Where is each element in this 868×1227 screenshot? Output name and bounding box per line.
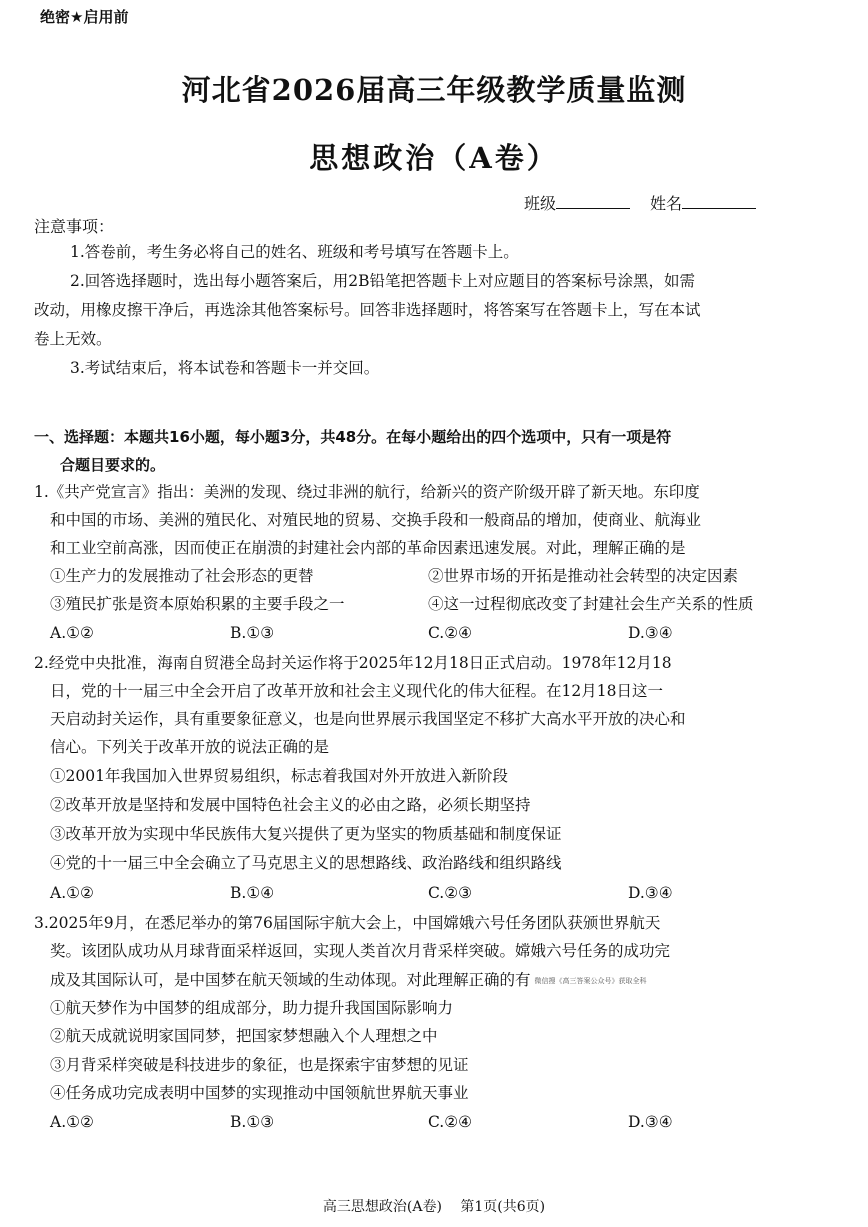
exam-title: 河北省2026届高三年级教学质量监测 (181, 73, 687, 107)
note-2-line-3: 卷上无效。 (34, 330, 112, 348)
q1-stem-line-3: 和工业空前高涨，因而使正在崩溃的封建社会内部的革命因素迅速发展。对此，理解正确的是 (50, 539, 686, 557)
q3-option-d[interactable]: D.③④ (628, 1113, 673, 1131)
q1-option-a[interactable]: A.①② (50, 624, 94, 642)
note-1: 1.答卷前，考生务必将自己的姓名、班级和考号填写在答题卡上。 (70, 243, 519, 261)
class-label: 班级 (524, 194, 557, 213)
q3-stem-line-3 (50, 966, 647, 996)
q1-option-c[interactable]: C.②④ (428, 624, 473, 642)
confidential-mark: 绝密★启用前 (40, 8, 129, 26)
q3-stem-line-3-text: 成及其国际认可，是中国梦在航天领域的生动体现。对此理解正确的有 (50, 971, 531, 989)
note-2-line-1: 2.回答选择题时，选出每小题答案后，用2B铅笔把答题卡上对应题目的答案标号涂黑，如需 (70, 272, 696, 290)
q1-option-d[interactable]: D.③④ (628, 624, 673, 642)
name-label: 姓名 (650, 194, 683, 213)
q2-statement-4: ④党的十一届三中全会确立了马克思主义的思想路线、政治路线和组织路线 (50, 854, 562, 872)
q3-statement-3: ③月背采样突破是科技进步的象征，也是探索宇宙梦想的见证 (50, 1056, 469, 1074)
q2-statement-3: ③改革开放为实现中华民族伟大复兴提供了更为坚实的物质基础和制度保证 (50, 825, 562, 843)
q1-stem-line-2: 和中国的市场、美洲的殖民化、对殖民地的贸易、交换手段和一般商品的增加，使商业、航海业 (50, 511, 702, 529)
q3-statement-2: ②航天成就说明家国同梦，把国家梦想融入个人理想之中 (50, 1027, 438, 1045)
q2-option-b[interactable]: B.①④ (230, 884, 275, 902)
q1-statement-2: ②世界市场的开拓是推动社会转型的决定因素 (428, 567, 739, 585)
q2-stem-line-1: 2.经党中央批准，海南自贸港全岛封关运作将于2025年12月18日正式启动。1978年12月18 (34, 654, 672, 672)
q3-statement-4: ④任务成功完成表明中国梦的实现推动中国领航世界航天事业 (50, 1084, 469, 1102)
class-blank (556, 194, 630, 209)
q3-option-c[interactable]: C.②④ (428, 1113, 473, 1131)
section-heading-line-1: 一、选择题：本题共16小题，每小题3分，共48分。在每小题给出的四个选项中，只有一项是符 (34, 428, 672, 446)
note-2-line-2: 改动，用橡皮擦干净后，再选涂其他答案标号。回答非选择题时，将答案写在答题卡上，写在本试 (34, 301, 701, 319)
exam-subject: 思想政治（A卷） (309, 141, 559, 175)
q2-statement-1: ①2001年我国加入世界贸易组织，标志着我国对外开放进入新阶段 (50, 767, 508, 785)
page-footer: 高三思想政治(A卷) 第1页(共6页) (322, 1199, 546, 1215)
q2-stem-line-3: 天启动封关运作，具有重要象征意义，也是向世界展示我国坚定不移扩大高水平开放的决心和 (50, 710, 686, 728)
q2-statement-2: ②改革开放是坚持和发展中国特色社会主义的必由之路，必须长期坚持 (50, 796, 531, 814)
q1-stem-line-1: 1.《共产党宣言》指出：美洲的发现、绕过非洲的航行，给新兴的资产阶级开辟了新天地。东印度 (34, 483, 700, 501)
q3-option-b[interactable]: B.①③ (230, 1113, 275, 1131)
q3-option-a[interactable]: A.①② (50, 1113, 94, 1131)
q2-stem-line-2: 日，党的十一届三中全会开启了改革开放和社会主义现代化的伟大征程。在12月18日这一 (50, 682, 663, 700)
q2-option-c[interactable]: C.②③ (428, 884, 473, 902)
notes-title: 注意事项： (34, 217, 115, 236)
student-info-line (524, 191, 756, 214)
q1-statement-3: ③殖民扩张是资本原始积累的主要手段之一 (50, 595, 345, 613)
q3-statement-1: ①航天梦作为中国梦的组成部分，助力提升我国国际影响力 (50, 999, 454, 1017)
q2-option-d[interactable]: D.③④ (628, 884, 673, 902)
q3-stem-line-2: 奖。该团队成功从月球背面采样返回，实现人类首次月背采样突破。嫦娥六号任务的成功完 (50, 942, 671, 960)
q2-option-a[interactable]: A.①② (50, 884, 94, 902)
q1-statement-4: ④这一过程彻底改变了封建社会生产关系的性质 (428, 595, 754, 613)
q3-stem-line-1: 3.2025年9月，在悉尼举办的第76届国际宇航大会上，中国嫦娥六号任务团队获颁世界航天 (34, 914, 661, 932)
name-blank (682, 194, 756, 209)
q2-stem-line-4: 信心。下列关于改革开放的说法正确的是 (50, 738, 330, 756)
q1-option-b[interactable]: B.①③ (230, 624, 275, 642)
section-heading-line-2: 合题目要求的。 (60, 456, 166, 474)
watermark-text: 微信搜《高三答案公众号》获取全科 (534, 976, 647, 985)
q1-statement-1: ①生产力的发展推动了社会形态的更替 (50, 567, 314, 585)
note-3: 3.考试结束后，将本试卷和答题卡一并交回。 (70, 359, 380, 377)
